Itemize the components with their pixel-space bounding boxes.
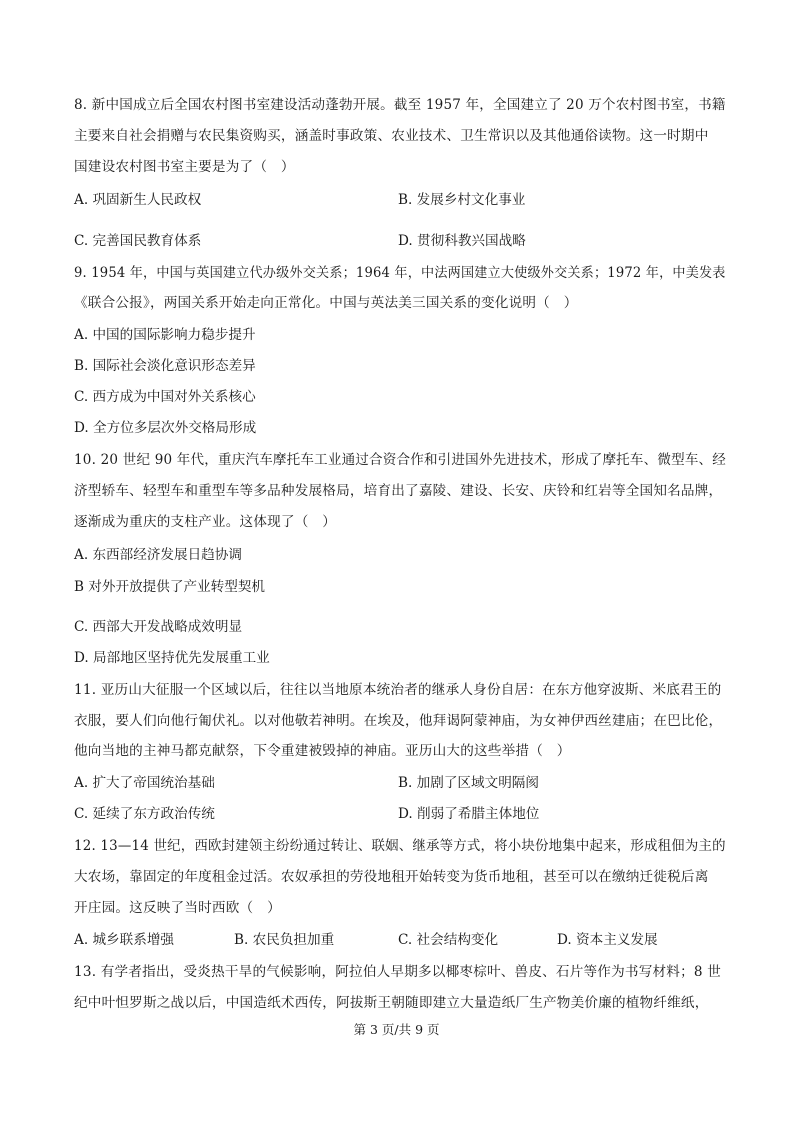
q10-stem-line-2: 济型轿车、轻型车和重型车等多品种发展格局，培育出了嘉陵、建设、长安、庆铃和红岩等全国知名品牌， (74, 483, 723, 499)
q9-option-a: A. 中国的国际影响力稳步提升 (74, 327, 256, 343)
q8-stem-line-3: 国建设农村图书室主要是为了（ ） (74, 159, 295, 175)
q8-option-d: D. 贯彻科教兴国战略 (398, 233, 526, 249)
page-number-footer: 第 3 页/共 9 页 (353, 1022, 440, 1037)
q11-stem-line-3: 他向当地的主神马都克献祭，下令重建被毁掉的神庙。亚历山大的这些举措（ ） (74, 743, 571, 759)
q11-option-c: C. 延续了东方政治传统 (74, 806, 215, 822)
q12-stem-line-3: 开庄园。这反映了当时西欧（ ） (74, 900, 281, 916)
q12-stem-line-1: 12. 13—14 世纪，西欧封建领主纷纷通过转让、联姻、继承等方式，将小块份地集中起来，形成租佃为主的 (74, 838, 726, 854)
q11-option-a: A. 扩大了帝国统治基础 (74, 775, 215, 791)
q8-stem-line-2: 主要来自社会捐赠与农民集资购买，涵盖时事政策、农业技术、卫生常识以及其他通俗读物。这一时期中 (74, 128, 709, 144)
q11-stem-line-2: 衣服，要人们向他行匍伏礼。以对他敬若神明。在埃及，他拜谒阿蒙神庙，为女神伊西丝建庙；在巴比伦， (74, 713, 723, 729)
q10-stem-line-1: 10. 20 世纪 90 年代，重庆汽车摩托车工业通过合资合作和引进国外先进技术，形成了摩托车、微型车、经 (74, 452, 727, 468)
q10-option-a: A. 东西部经济发展日趋协调 (74, 547, 242, 563)
q12-option-b: B. 农民负担加重 (234, 932, 335, 948)
q10-option-c: C. 西部大开发战略成效明显 (74, 619, 243, 635)
q11-option-b: B. 加剧了区域文明隔阂 (398, 775, 539, 791)
q9-stem-line-2: 《联合公报》，两国关系开始走向正常化。中国与英法美三国关系的变化说明（ ） (74, 295, 578, 311)
q10-stem-line-3: 逐渐成为重庆的支柱产业。这体现了（ ） (74, 514, 337, 530)
q13-stem-line-2: 纪中叶怛罗斯之战以后，中国造纸术西传，阿拔斯王朝随即建立大量造纸厂生产物美价廉的植物纤维纸， (74, 995, 709, 1011)
q9-stem-line-1: 9. 1954 年，中国与英国建立代办级外交关系；1964 年，中法两国建立大使级外交关系；1972 年，中美发表 (74, 265, 726, 281)
q10-option-b: B 对外开放提供了产业转型契机 (74, 579, 266, 595)
q8-stem-line-1: 8. 新中国成立后全国农村图书室建设活动蓬勃开展。截至 1957 年，全国建立了 20 万个农村图书室，书籍 (74, 97, 726, 113)
q8-option-b: B. 发展乡村文化事业 (398, 192, 526, 208)
q11-stem-line-1: 11. 亚历山大征服一个区域以后，往往以当地原本统治者的继承人身份自居：在东方他穿波斯、米底君王的 (74, 682, 722, 698)
q9-option-d: D. 全方位多层次外交格局形成 (74, 420, 257, 436)
q12-option-d: D. 资本主义发展 (557, 932, 658, 948)
q12-stem-line-2: 大农场，靠固定的年度租金过活。农奴承担的劳役地租开始转变为货币地租，甚至可以在缴纳迁徙税后离 (74, 869, 709, 885)
q8-option-c: C. 完善国民教育体系 (74, 233, 202, 249)
q12-option-c: C. 社会结构变化 (398, 932, 499, 948)
q10-option-d: D. 局部地区坚持优先发展重工业 (74, 650, 270, 666)
q12-option-a: A. 城乡联系增强 (74, 932, 175, 948)
q9-option-b: B. 国际社会淡化意识形态差异 (74, 358, 256, 374)
q11-option-d: D. 削弱了希腊主体地位 (398, 806, 540, 822)
q9-option-c: C. 西方成为中国对外关系核心 (74, 389, 256, 405)
q8-option-a: A. 巩固新生人民政权 (74, 192, 202, 208)
q13-stem-line-1: 13. 有学者指出，受炎热干旱的气候影响，阿拉伯人早期多以椰枣棕叶、兽皮、石片等作为书写材料；8 世 (74, 964, 722, 980)
